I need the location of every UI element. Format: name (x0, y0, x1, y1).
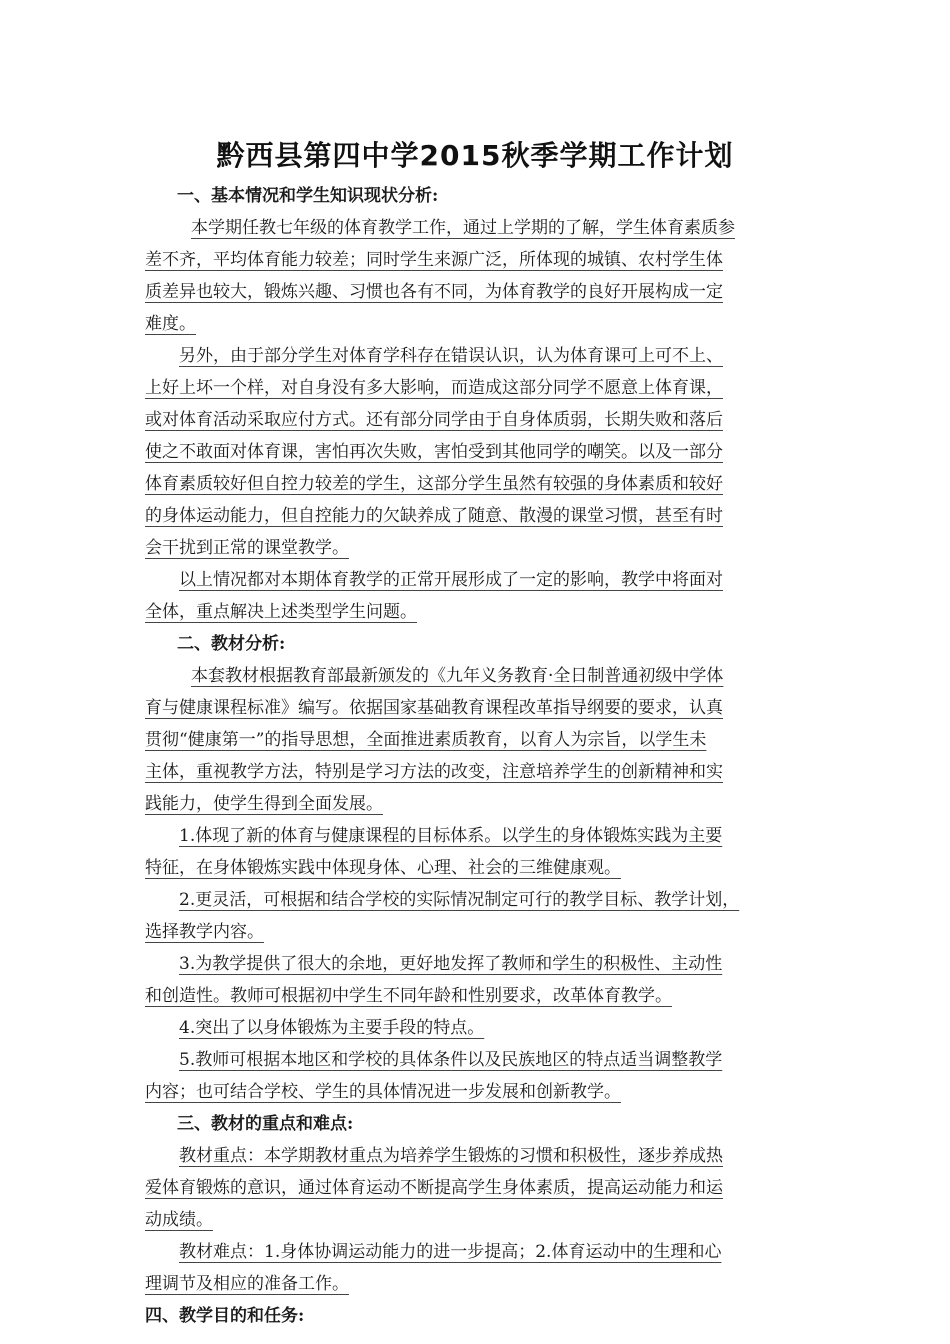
paragraph (145, 340, 805, 564)
paragraph (145, 212, 805, 340)
paragraph-line: 5.教师可根据本地区和学校的具体条件以及民族地区的特点适当调整教学 (179, 1050, 723, 1070)
paragraph-line: 的身体运动能力，但自控能力的欠缺养成了随意、散漫的课堂习惯，甚至有时 (145, 506, 723, 526)
paragraph-line: 特征，在身体锻炼实践中体现身体、心理、社会的三维健康观。 (145, 858, 621, 878)
paragraph (145, 1236, 805, 1300)
paragraph-line: 另外，由于部分学生对体育学科存在错误认识，认为体育课可上可不上、 (179, 346, 723, 366)
paragraph-line: 本套教材根据教育部最新颁发的《九年义务教育·全日制普通初级中学体 (191, 666, 724, 686)
paragraph (145, 820, 805, 884)
paragraph-line: 差不齐，平均体育能力较差；同时学生来源广泛，所体现的城镇、农村学生体 (145, 250, 723, 270)
paragraph-line: 3.为教学提供了很大的余地，更好地发挥了教师和学生的积极性、主动性 (179, 954, 723, 974)
paragraph-line: 全体，重点解决上述类型学生问题。 (145, 602, 417, 622)
paragraph-line: 选择教学内容。 (145, 922, 264, 942)
paragraph-line: 上好上坏一个样，对自身没有多大影响，而造成这部分同学不愿意上体育课， (145, 378, 723, 398)
paragraph-line: 质差异也较大，锻炼兴趣、习惯也各有不同，为体育教学的良好开展构成一定 (145, 282, 723, 302)
paragraph-line: 教材重点：本学期教材重点为培养学生锻炼的习惯和积极性，逐步养成热 (179, 1146, 723, 1166)
paragraph-line: 育与健康课程标准》编写。依据国家基础教育课程改革指导纲要的要求，认真 (145, 698, 723, 718)
paragraph (145, 1044, 805, 1108)
paragraph-line: 使之不敢面对体育课，害怕再次失败，害怕受到其他同学的嘲笑。以及一部分 (145, 442, 723, 462)
paragraph (145, 1012, 805, 1044)
paragraph-line: 2.更灵活，可根据和结合学校的实际情况制定可行的教学目标、教学计划， (179, 890, 740, 910)
paragraph (145, 884, 805, 948)
paragraph-line: 动成绩。 (145, 1210, 213, 1230)
paragraph-line: 内容；也可结合学校、学生的具体情况进一步发展和创新教学。 (145, 1082, 621, 1102)
paragraph-line: 主体，重视教学方法，特别是学习方法的改变，注意培养学生的创新精神和实 (145, 762, 723, 782)
section-heading: 四、教学目的和任务: (145, 1306, 305, 1326)
paragraph-line: 会干扰到正常的课堂教学。 (145, 538, 349, 558)
paragraph-line: 践能力，使学生得到全面发展。 (145, 794, 383, 814)
paragraph-line: 体育素质较好但自控力较差的学生，这部分学生虽然有较强的身体素质和较好 (145, 474, 723, 494)
section-heading: 二、教材分析: (177, 634, 286, 654)
paragraph-line: 1.体现了新的体育与健康课程的目标体系。以学生的身体锻炼实践为主要 (179, 826, 723, 846)
paragraph-line: 难度。 (145, 314, 196, 334)
document-title: 黔西县第四中学2015秋季学期工作计划 (216, 139, 734, 172)
section-heading: 一、基本情况和学生知识现状分析: (177, 186, 439, 206)
paragraph-line: 贯彻“健康第一”的指导思想，全面推进素质教育，以育人为宗旨，以学生未 (145, 730, 707, 750)
section-heading: 三、教材的重点和难点: (177, 1114, 354, 1134)
paragraph (145, 1140, 805, 1236)
paragraph-line: 本学期任教七年级的体育教学工作，通过上学期的了解，学生体育素质参 (191, 218, 735, 238)
paragraph (145, 660, 805, 820)
paragraph-line: 以上情况都对本期体育教学的正常开展形成了一定的影响，教学中将面对 (179, 570, 723, 590)
document-body (145, 180, 805, 1332)
paragraph-line: 爱体育锻炼的意识，通过体育运动不断提高学生身体素质，提高运动能力和运 (145, 1178, 723, 1198)
paragraph-line: 教材难点：1.身体协调运动能力的进一步提高；2.体育运动中的生理和心 (179, 1242, 722, 1262)
paragraph-line: 和创造性。教师可根据初中学生不同年龄和性别要求，改革体育教学。 (145, 986, 672, 1006)
paragraph-line: 或对体育活动采取应付方式。还有部分同学由于自身体质弱，长期失败和落后 (145, 410, 723, 430)
paragraph (145, 948, 805, 1012)
paragraph (145, 564, 805, 628)
paragraph-line: 4.突出了以身体锻炼为主要手段的特点。 (179, 1018, 485, 1038)
paragraph-line: 理调节及相应的准备工作。 (145, 1274, 349, 1294)
